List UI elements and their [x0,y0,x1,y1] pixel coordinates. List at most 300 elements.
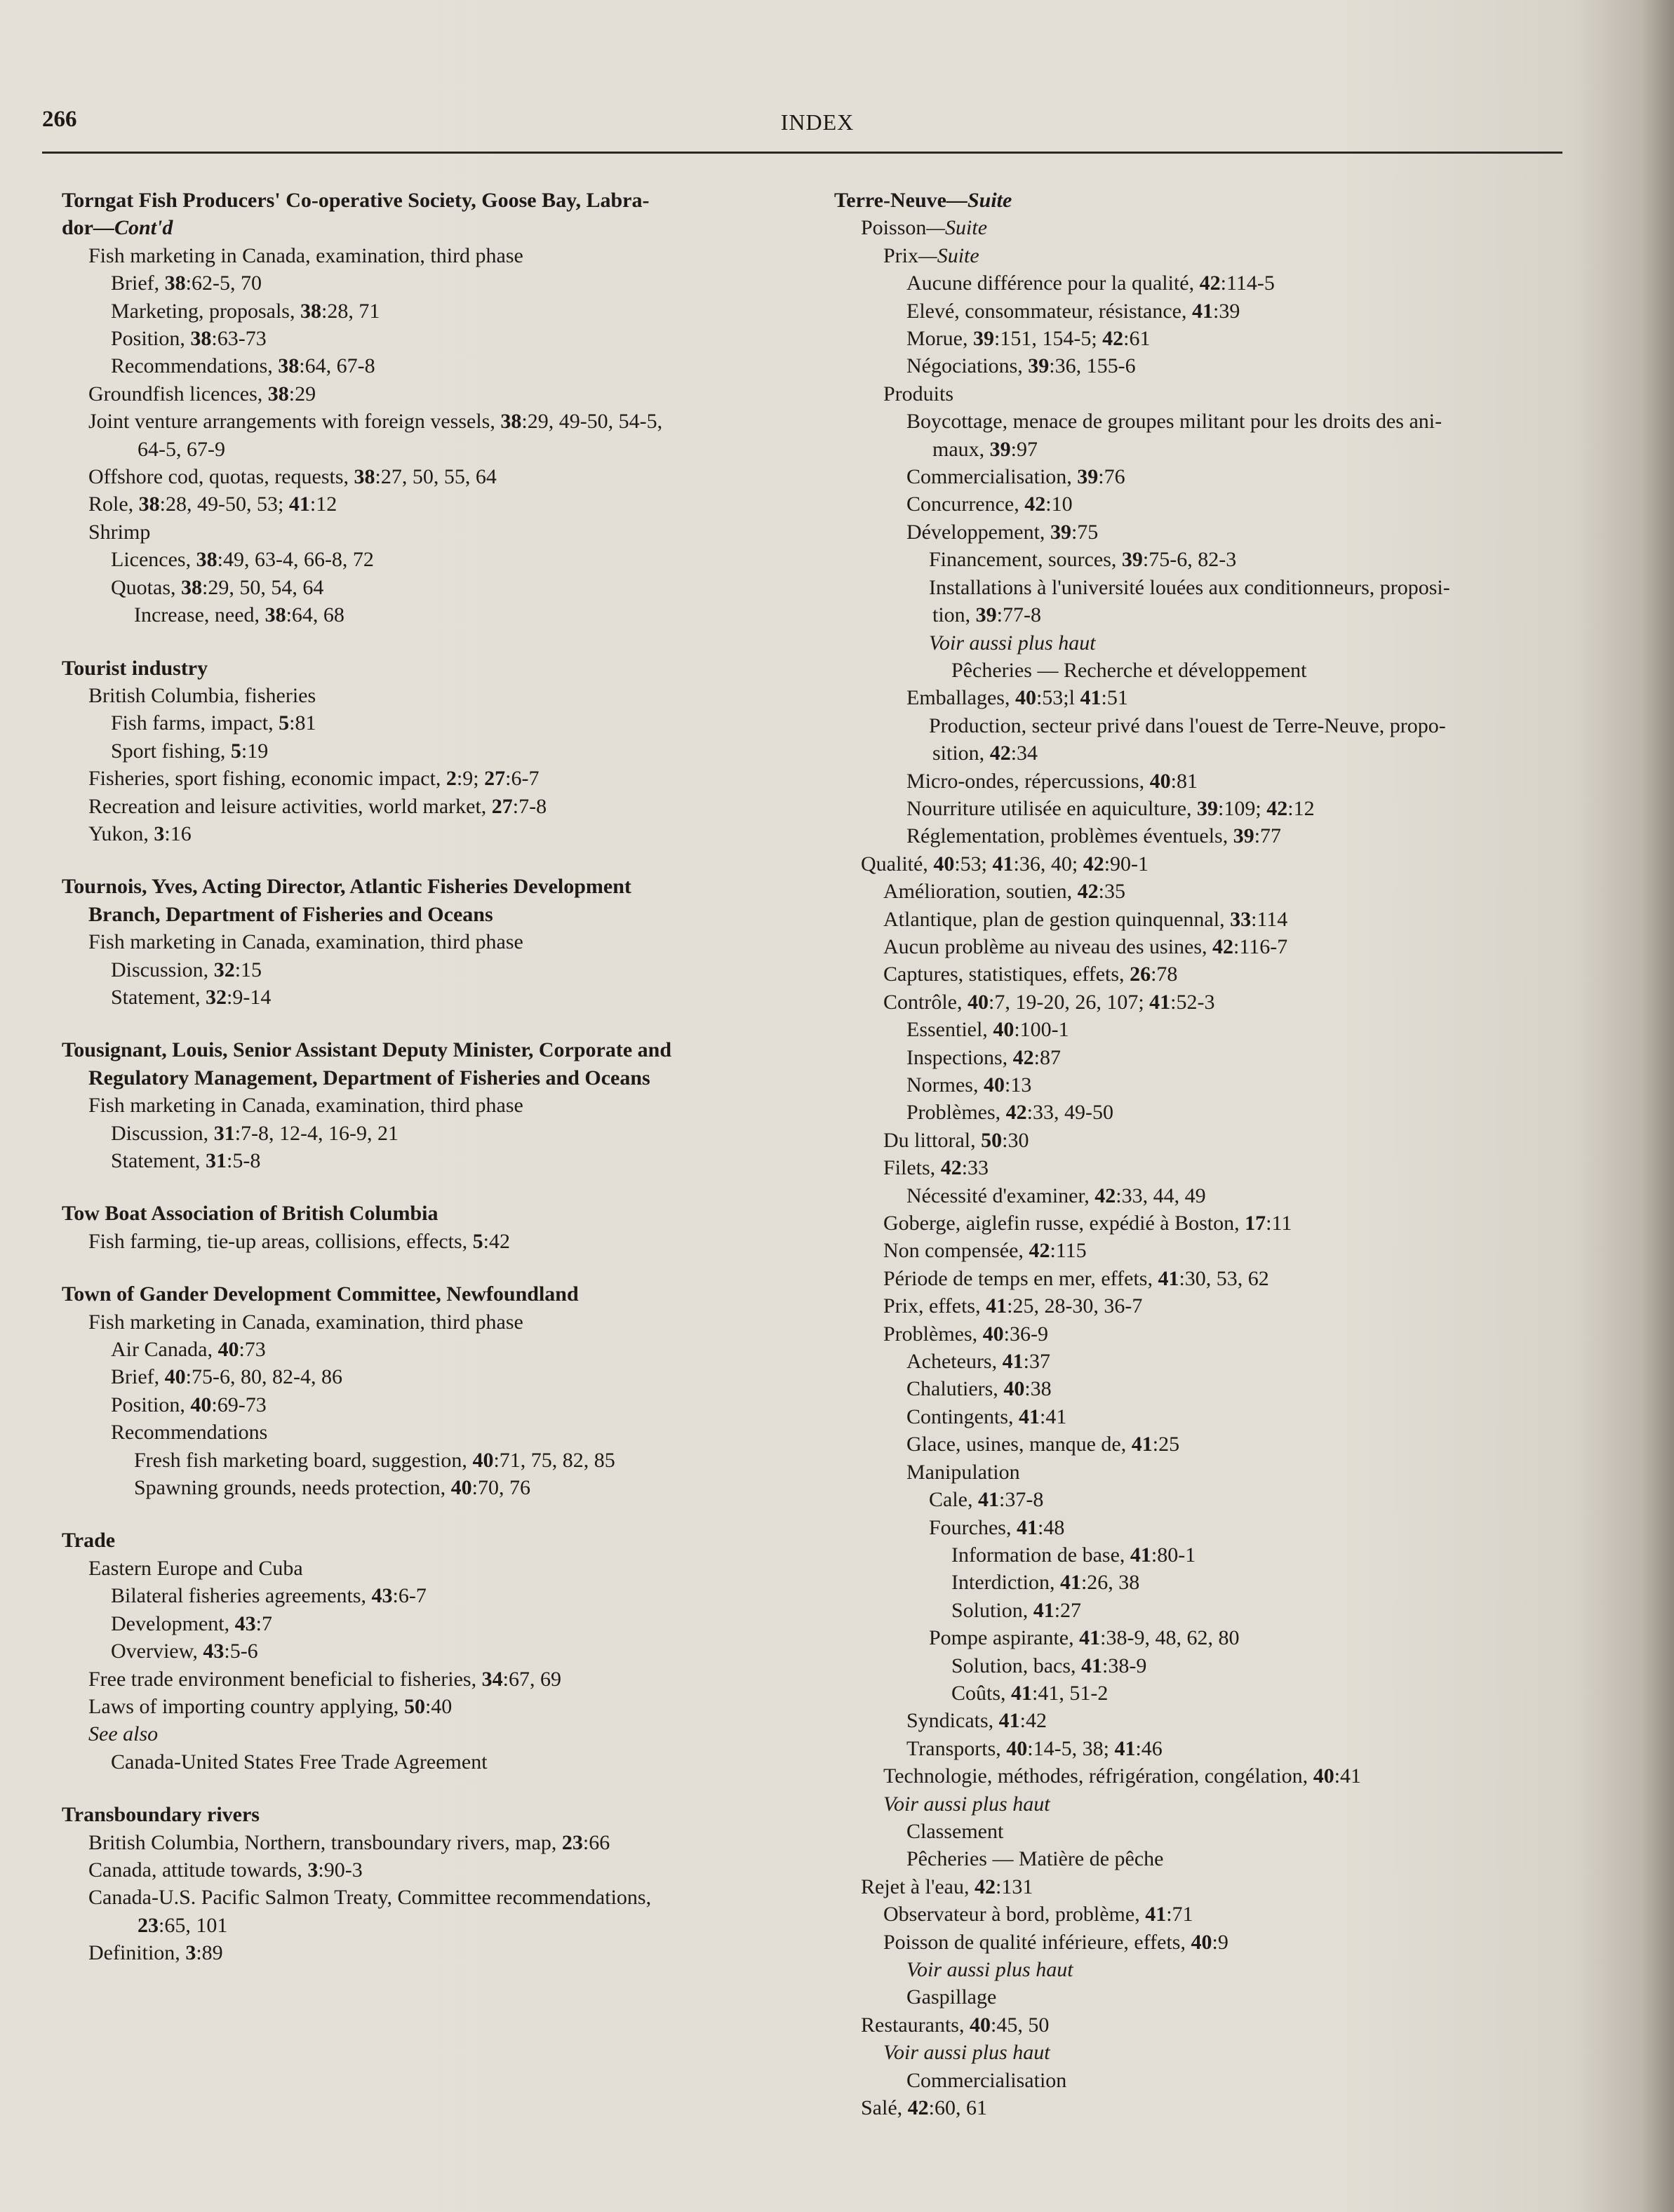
index-subentry [834,878,1564,905]
page-references: 40:9 [1191,1930,1228,1954]
page-references: 38:49, 63-4, 66-8, 72 [196,548,374,572]
index-subentry [834,1237,1564,1264]
entry-text: Négociations, [906,354,1029,378]
index-subentry [834,380,1564,408]
index-heading [62,901,826,928]
index-subentry [834,518,1564,546]
page-references: 40:70, 76 [450,1476,530,1500]
page-references: 3:90-3 [307,1858,363,1882]
entry-text: tion, [932,603,976,627]
entry-text: Normes, [906,1073,984,1097]
index-heading [62,1527,826,1554]
page-references: 39:77 [1233,824,1282,848]
index-heading [834,187,1564,214]
page-references: 39:75-6, 82-3 [1121,548,1237,572]
entry-text: Canada-U.S. Pacific Salmon Treaty, Committee recommendations, [88,1886,652,1910]
page-references: 43:6-7 [371,1584,427,1608]
page-references: 38:29, 49-50, 54-5, [500,410,663,434]
index-subentry [62,408,826,435]
entry-text: Syndicats, [906,1709,999,1733]
right-column [834,187,1564,2121]
page-references: 38:64, 67-8 [278,354,375,378]
page-references: 42:33, 49-50 [1005,1101,1113,1125]
entry-text: Non compensée, [883,1239,1029,1263]
entry-gap [62,1174,826,1200]
entry-gap [62,1011,826,1036]
index-subentry [62,1856,826,1884]
page-references: 26:78 [1130,963,1178,986]
entry-text: Increase, need, [134,603,265,627]
entry-text: Nécessité d'examiner, [906,1184,1095,1207]
page-references: 40:45, 50 [969,2013,1050,2037]
entry-text: Poisson [861,216,927,240]
entry-text: Restaurants, [861,2013,970,2037]
index-subentry [62,518,826,546]
page-references: 3:89 [185,1941,223,1965]
entry-text: Période de temps en mer, effets, [883,1266,1158,1290]
index-subentry [62,1884,826,1911]
continuation-mark: —Suite [926,216,988,240]
entry-text: Transports, [906,1736,1007,1760]
index-subentry [834,684,1564,711]
index-subentry [62,1391,826,1419]
entry-text: Recommendations, [111,354,279,378]
entry-text: Canada-United States Free Trade Agreement [111,1750,488,1774]
page-references: 33:114 [1230,907,1288,931]
index-subentry [834,2094,1564,2121]
page-references: 40:73 [217,1338,266,1362]
entry-text: Canada, attitude towards, [88,1858,308,1882]
index-subentry [834,1292,1564,1320]
index-heading [62,1036,826,1064]
index-subentry [62,682,826,709]
entry-text: Concurrence, [906,492,1025,516]
index-subentry [62,242,826,269]
entry-text: Trade [62,1529,116,1553]
index-subentry [834,1127,1564,1154]
index-subentry [62,765,826,792]
page-references: 39:109; 42:12 [1197,796,1315,820]
entry-text: Amélioration, soutien, [883,880,1078,904]
entry-text: Bilateral fisheries agreements, [111,1584,372,1608]
entry-text: Position, [111,327,191,351]
entry-text: Fish farming, tie-up areas, collisions, effects, [88,1229,473,1253]
page-references: 42:116-7 [1212,934,1288,958]
index-subentry [834,1845,1564,1872]
page-references: 41:38-9 [1081,1654,1147,1677]
entry-text: Spawning grounds, needs protection, [134,1476,451,1500]
entry-text: Salé, [861,2096,908,2120]
page-references: 39:36, 155-6 [1028,354,1136,378]
page-references: 2:9; 27:6-7 [446,767,540,791]
page-references: 42:35 [1077,880,1125,904]
entry-text: Branch, Department of Fisheries and Oceans [88,902,493,926]
entry-text: Atlantique, plan de gestion quinquennal, [883,907,1231,931]
index-heading [62,1280,826,1308]
index-subentry [62,1693,826,1720]
entry-text: Town of Gander Development Committee, Newfoundland [62,1282,579,1306]
index-subentry [834,739,1564,767]
page-references: 42:33, 44, 49 [1094,1184,1206,1207]
page-references: 31:7-8, 12-4, 16-9, 21 [213,1121,399,1145]
index-subentry [834,1790,1564,1818]
entry-text: Nourriture utilisée en aquiculture, [906,796,1198,820]
page-references: 40:75-6, 80, 82-4, 86 [164,1365,342,1389]
entry-text: Yukon, [88,822,154,845]
index-subentry [62,1363,826,1390]
page-references: 38:64, 68 [265,603,344,627]
entry-text: Fish marketing in Canada, examination, third phase [88,930,523,954]
entry-text: Pêcheries — Matière de pêche [906,1847,1164,1871]
index-subentry [834,1956,1564,1983]
entry-text: Développement, [906,520,1050,544]
index-subentry [834,988,1564,1016]
entry-text: Transboundary rivers [62,1803,260,1827]
index-subentry [62,709,826,737]
index-subentry [834,1514,1564,1541]
page-references: 32:9-14 [205,985,272,1009]
index-subentry [834,1929,1564,1956]
entry-text: Essentiel, [906,1018,993,1042]
entry-text: Fresh fish marketing board, suggestion, [134,1448,473,1472]
entry-text: Aucune différence pour la qualité, [906,272,1200,295]
index-heading [62,655,826,682]
page-references: 41:41, 51-2 [1011,1681,1109,1705]
entry-text: Regulatory Management, Department of Fisheries and Oceans [88,1066,650,1090]
page-references: 41:25, 28-30, 36-7 [986,1294,1143,1318]
entry-text: Emballages, [906,686,1015,710]
entry-text: Commercialisation, [906,465,1078,489]
entry-text: Rejet à l'eau, [861,1875,975,1898]
entry-text: Brief, [111,1365,165,1389]
entry-text: Voir aussi plus haut [929,631,1096,655]
continuation-mark: —Suite [946,189,1012,212]
entry-text: Financement, sources, [929,548,1122,572]
page-references: 39:76 [1077,465,1125,489]
header-rule [42,152,1562,154]
index-subentry [62,1228,826,1255]
page-references: 42:87 [1012,1045,1061,1069]
index-subentry [62,1610,826,1637]
index-subentry [834,1735,1564,1762]
page-references: 40:14-5, 38; 41:46 [1006,1736,1163,1760]
entry-text: Qualité, [861,852,934,876]
index-subentry [834,712,1564,739]
index-subentry [834,325,1564,352]
page-references: 40:71, 75, 82, 85 [472,1448,615,1472]
page-references: 41:27 [1033,1598,1082,1622]
index-subentry [834,1154,1564,1181]
index-subentry [834,1818,1564,1845]
page-references: 42:34 [989,742,1038,765]
page-references: 41:48 [1016,1515,1065,1539]
entry-text: Observateur à bord, problème, [883,1903,1146,1926]
index-heading [62,1200,826,1227]
index-subentry [834,1016,1564,1043]
index-subentry [834,2039,1564,2066]
index-subentry [834,1569,1564,1596]
page-references: 40:7, 19-20, 26, 107; 41:52-3 [967,990,1215,1014]
entry-text: Offshore cod, quotas, requests, [88,465,354,489]
entry-text: Eastern Europe and Cuba [88,1556,303,1580]
page-references: 40:53;l 41:51 [1015,686,1128,710]
entry-text: Statement, [111,1149,206,1172]
index-subentry [62,1419,826,1446]
index-heading [62,1801,826,1828]
index-subentry [62,352,826,380]
page-references: 41:37 [1002,1350,1050,1374]
entry-text: maux, [932,437,990,461]
index-subentry [834,1624,1564,1651]
entry-text: Air Canada, [111,1338,218,1362]
index-subentry [62,601,826,629]
page-references: 40:41 [1313,1764,1362,1788]
index-subentry [62,463,826,490]
entry-text: Torngat Fish Producers' Co-operative Society, Goose Bay, Labra- [62,189,650,212]
entry-gap [62,629,826,655]
entry-text: Contrôle, [883,990,967,1014]
index-subentry [62,956,826,984]
page-references: 39:97 [989,437,1038,461]
entry-text: Technologie, méthodes, réfrigération, congélation, [883,1764,1313,1788]
index-subentry [834,1403,1564,1430]
index-subentry [62,928,826,956]
index-heading [62,214,826,241]
index-subentry [834,546,1564,573]
index-subentry [62,1637,826,1665]
page-references: 17:11 [1245,1212,1292,1235]
index-subentry [834,768,1564,795]
page-references: 40:53; 41:36, 40; 42:90-1 [933,852,1149,876]
page-references: 41:42 [998,1709,1047,1733]
entry-text: Pêcheries — Recherche et développement [951,658,1307,682]
page-references: 40:81 [1149,769,1198,793]
page-references: 23:66 [561,1830,610,1854]
index-subentry [834,408,1564,435]
index-subentry [62,1939,826,1966]
entry-text: Acheteurs, [906,1350,1003,1374]
index-subentry [834,1320,1564,1348]
index-subentry [62,490,826,518]
index-subentry [62,984,826,1011]
entry-text: Tournois, Yves, Acting Director, Atlantic Fisheries Development [62,875,631,899]
page-references: 42:114-5 [1199,272,1275,295]
index-subentry [834,1348,1564,1375]
index-subentry [834,1459,1564,1486]
entry-text: Shrimp [88,520,151,544]
index-subentry [62,1912,826,1939]
index-subentry [834,1265,1564,1292]
page-references: 39:75 [1050,520,1099,544]
entry-text: Contingents, [906,1405,1019,1428]
entry-text: Statement, [111,985,206,1009]
page-references: 43:7 [234,1611,272,1635]
index-subentry [62,1447,826,1474]
entry-text: Gaspillage [906,1985,997,2009]
entry-text: Tow Boat Association of British Columbia [62,1202,438,1226]
page-references: 34:67, 69 [481,1667,561,1691]
entry-text: 64-5, 67-9 [138,437,225,461]
index-subentry [62,1665,826,1693]
index-subentry [834,242,1564,269]
entry-text: British Columbia, Northern, transboundary rivers, map, [88,1830,562,1854]
entry-text: Produits [883,382,954,405]
page-references: 38:63-73 [190,327,267,351]
entry-gap [62,1255,826,1280]
index-subentry [62,1748,826,1776]
page-references: 38:62-5, 70 [164,272,262,295]
page-references: 23:65, 101 [138,1913,228,1937]
index-subentry [62,1555,826,1582]
index-subentry [62,574,826,601]
index-subentry [62,1120,826,1147]
continuation-mark: —Cont'd [93,216,173,240]
entry-text: Glace, usines, manque de, [906,1433,1132,1456]
entry-text: Chalutiers, [906,1377,1004,1401]
index-heading [62,873,826,900]
entry-text: Terre-Neuve [834,189,946,212]
index-subentry [834,1707,1564,1734]
index-subentry [834,1486,1564,1513]
index-subentry [834,1541,1564,1569]
entry-text: Discussion, [111,1121,214,1145]
entry-text: Prix [883,243,919,267]
page-references: 41:41 [1019,1405,1067,1428]
index-subentry [834,601,1564,629]
page-references: 42:131 [975,1875,1033,1898]
entry-text: Tourist industry [62,656,208,680]
entry-text: Coûts, [951,1681,1012,1705]
index-subentry [834,1044,1564,1071]
entry-text: Fish marketing in Canada, examination, third phase [88,1310,523,1334]
page-references: 42:60, 61 [907,2096,987,2120]
index-subentry [62,1474,826,1501]
continuation-mark: —Suite [918,243,979,267]
page-references: 38:29, 50, 54, 64 [181,575,324,599]
entry-text: sition, [932,742,990,765]
index-subentry [62,546,826,573]
entry-gap [62,1776,826,1801]
entry-text: Pompe aspirante, [929,1626,1080,1650]
page-references: 38:27, 50, 55, 64 [354,465,497,489]
entry-gap [62,847,826,873]
index-subentry [62,436,826,463]
entry-text: Voir aussi plus haut [906,1958,1073,1981]
entry-text: Overview, [111,1640,203,1663]
index-subentry [834,269,1564,297]
page-references: 42:115 [1029,1239,1087,1263]
index-subentry [834,297,1564,325]
entry-text: Marketing, proposals, [111,299,300,323]
page-references: 41:37-8 [977,1488,1044,1512]
index-subentry [834,463,1564,490]
index-subentry [834,214,1564,241]
entry-text: Fish marketing in Canada, examination, third phase [88,1094,523,1118]
entry-text: Development, [111,1611,235,1635]
index-subentry [62,380,826,408]
page-references: 5:42 [472,1229,510,1253]
entry-text: Problèmes, [906,1101,1006,1125]
entry-gap [62,1501,826,1527]
left-column [62,187,826,1967]
entry-text: Du littoral, [883,1128,982,1152]
page-references: 39:77-8 [975,603,1042,627]
index-subentry [834,1430,1564,1458]
entry-text: Recreation and leisure activities, world market, [88,794,492,818]
page-references: 40:69-73 [190,1393,267,1416]
page-references: 5:19 [230,739,269,763]
index-subentry [834,1209,1564,1237]
entry-text: Aucun problème au niveau des usines, [883,934,1213,958]
index-subentry [62,1720,826,1748]
page-references: 5:81 [279,711,316,735]
page-references: 41:71 [1145,1903,1193,1926]
index-subentry [834,1901,1564,1928]
entry-text: Voir aussi plus haut [883,1792,1050,1816]
index-subentry [62,793,826,820]
entry-text: Recommendations [111,1421,268,1444]
page-references: 3:16 [154,822,192,845]
index-subentry [62,1308,826,1336]
page-references: 32:15 [213,958,262,981]
page-references: 39:151, 154-5; 42:61 [972,327,1151,351]
page-references: 40:100-1 [993,1018,1069,1042]
index-subentry [62,737,826,765]
entry-text: Free trade environment beneficial to fisheries, [88,1667,482,1691]
index-subentry [834,2067,1564,2094]
index-heading [62,187,826,214]
index-subentry [834,933,1564,960]
entry-text: Réglementation, problèmes éventuels, [906,824,1233,848]
index-subentry [834,436,1564,463]
entry-text: Elevé, consommateur, résistance, [906,299,1192,323]
entry-text: Laws of importing country applying, [88,1694,404,1718]
index-subentry [834,1680,1564,1707]
entry-text: Prix, effets, [883,1294,986,1318]
index-subentry [62,820,826,847]
index-subentry [834,574,1564,601]
index-subentry [834,1597,1564,1624]
index-subentry [834,1071,1564,1099]
page-references: 41:80-1 [1130,1543,1196,1567]
entry-text: Interdiction, [951,1571,1060,1595]
index-subentry [834,850,1564,878]
entry-text: Fish marketing in Canada, examination, third phase [88,243,523,267]
index-subentry [834,2011,1564,2039]
index-subentry [834,822,1564,850]
entry-text: Solution, [951,1598,1033,1622]
index-subentry [834,1375,1564,1402]
entry-text: Licences, [111,548,196,572]
entry-text: Definition, [88,1941,186,1965]
entry-text: dor [62,216,93,240]
page-references: 38:28, 71 [300,299,380,323]
entry-text: Boycottage, menace de groupes militant pour les droits des ani- [906,410,1442,434]
entry-text: Manipulation [906,1460,1020,1484]
page-references: 42:33 [940,1156,989,1180]
entry-text: Discussion, [111,958,214,981]
entry-text: Voir aussi plus haut [883,2041,1050,2065]
index-subentry [834,960,1564,988]
page-references: 41:25 [1131,1433,1180,1456]
entry-text: Brief, [111,272,165,295]
entry-text: Role, [88,492,139,516]
index-subentry [834,629,1564,657]
entry-text: Fish farms, impact, [111,711,279,735]
page-references: 38:29 [267,382,316,405]
index-subentry [834,1762,1564,1790]
page-references: 41:26, 38 [1059,1571,1140,1595]
